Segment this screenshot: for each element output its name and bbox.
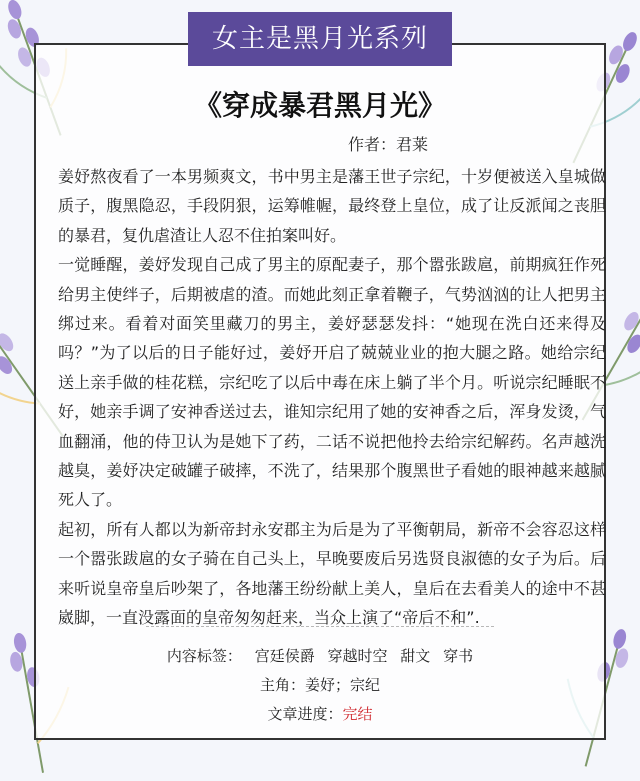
tag: 穿越时空	[327, 647, 388, 665]
protagonists	[0, 674, 640, 695]
tags-list	[247, 647, 473, 665]
divider	[146, 626, 494, 627]
synopsis	[58, 162, 606, 633]
content-tags	[0, 645, 640, 666]
progress	[0, 703, 640, 724]
tags-label: 内容标签：	[166, 647, 242, 665]
synopsis-paragraph: 一觉睡醒，姜妤发现自己成了男主的原配妻子，那个嚣张跋扈，前期疯狂作死给男主使绊子，后期被虐的渣。而她此刻正拿着鞭子，气势汹汹的让人把男主绑过来。看着对面笑里藏刀的男主，姜妤瑟瑟发抖：“她现在洗白还来得及吗？”为了以后的日子能好过，姜妤开启了兢兢业业的抱大腿之路。她给宗纪送上亲手做的桂花糕，宗纪吃了以后中毒在床上躺了半个月。听说宗纪睡眠不好，她亲手调了安神香送过去，谁知宗纪用了她的安神香之后，浑身发烫，气血翻涌，他的侍卫认为是她下了药，二话不说把他拎去给宗纪解药。名声越洗越臭，姜妤决定破罐子破摔，不洗了，结果那个腹黑世子看她的眼神越来越腻死人了。	[58, 255, 606, 510]
progress-status: 完结	[342, 705, 373, 723]
book-title: 《穿成暴君黑月光》	[193, 89, 446, 122]
protagonists-label: 主角：	[259, 676, 305, 694]
progress-label: 文章进度：	[267, 705, 343, 723]
tag: 甜文	[400, 647, 431, 665]
synopsis-paragraph: 姜妤熬夜看了一本男频爽文，书中男主是藩王世子宗纪，十岁便被送入皇城做质子，腹黑隐忍，手段阴狠，运筹帷幄，最终登上皇位，成了让反派闻之丧胆的暴君，复仇虐渣让人忍不住拍案叫好。	[58, 167, 606, 245]
synopsis-paragraph: 起初，所有人都以为新帝封永安郡主为后是为了平衡朝局，新帝不会容忍这样一个嚣张跋扈的女子骑在自己头上，早晚要废后另选贤良淑德的女子为后。后来听说皇帝皇后吵架了，各地藩王纷纷献上美人，皇后在去看美人的途中不甚崴脚，一直没露面的皇帝匆匆赶来，当众上演了“帝后不和”.	[58, 519, 606, 628]
author-name: 君莱	[396, 135, 429, 154]
tag: 穿书	[443, 647, 474, 665]
author-line	[348, 132, 428, 155]
tag: 宫廷侯爵	[254, 647, 315, 665]
series-banner: 女主是黑月光系列	[188, 12, 452, 66]
protagonists-value: 姜妤；宗纪	[305, 676, 381, 694]
author-label: 作者：	[348, 135, 397, 154]
